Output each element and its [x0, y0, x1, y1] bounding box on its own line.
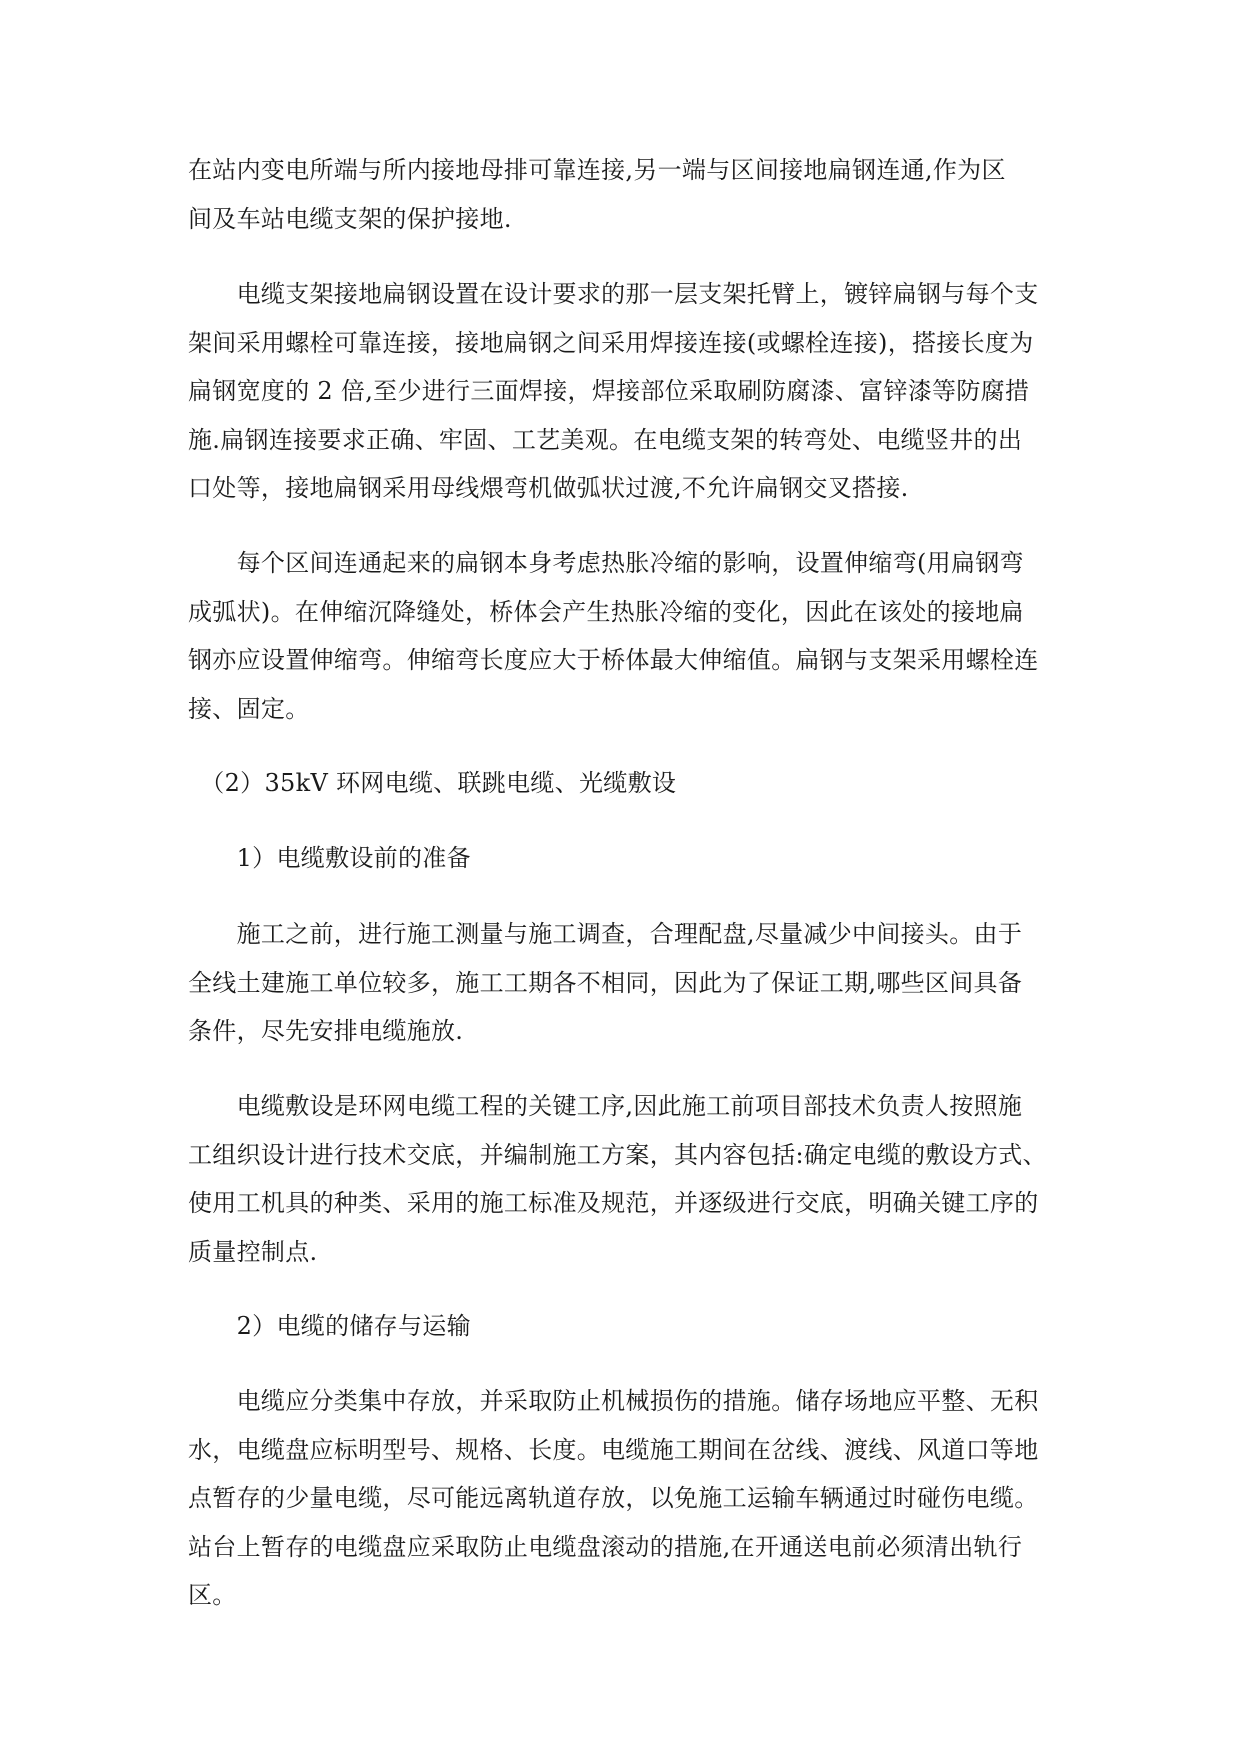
text-line: 每个区间连通起来的扁钢本身考虑热胀冷缩的影响，设置伸缩弯(用扁钢弯 — [188, 549, 1024, 577]
text-line: 间及车站电缆支架的保护接地. — [188, 204, 512, 233]
text-line: 使用工机具的种类、采用的施工标准及规范，并逐级进行交底，明确关键工序的 — [188, 1189, 1039, 1217]
text-line: 2）电缆的储存与运输 — [188, 1312, 471, 1340]
text-line: （2）35kV 环网电缆、联跳电缆、光缆敷设 — [188, 769, 677, 797]
paragraph-grounding-connection — [188, 146, 1068, 243]
text-line: 架间采用螺栓可靠连接，接地扁钢之间采用焊接连接(或螺栓连接)，搭接长度为 — [188, 328, 1034, 357]
text-line: 电缆敷设是环网电缆工程的关键工序,因此施工前项目部技术负责人按照施 — [188, 1092, 1023, 1120]
text-line: 扁钢宽度的 2 倍,至少进行三面焊接，焊接部位采取刷防腐漆、富锌漆等防腐措 — [188, 377, 1030, 405]
text-line: 施工之前，进行施工测量与施工调查，合理配盘,尽量减少中间接头。由于 — [188, 920, 1023, 948]
paragraph-bracket-grounding — [188, 270, 1068, 513]
subsection-heading-storage — [188, 1302, 1068, 1351]
text-line: 水，电缆盘应标明型号、规格、长度。电缆施工期间在岔线、渡线、风道口等地 — [188, 1435, 1039, 1464]
text-line: 条件，尽先安排电缆施放. — [188, 1017, 464, 1045]
text-line: 1）电缆敷设前的准备 — [188, 844, 471, 872]
paragraph-expansion-bend — [188, 539, 1068, 733]
text-line: 站台上暂存的电缆盘应采取防止电缆盘滚动的措施,在开通送电前必须清出轨行 — [188, 1532, 1023, 1561]
text-line: 成弧状)。在伸缩沉降缝处，桥体会产生热胀冷缩的变化，因此在该处的接地扁 — [188, 597, 1024, 626]
text-line: 点暂存的少量电缆，尽可能远离轨道存放，以免施工运输车辆通过时碰伤电缆。 — [188, 1484, 1039, 1512]
text-line: 施.扁钢连接要求正确、牢固、工艺美观。在电缆支架的转弯处、电缆竖井的出 — [188, 425, 1023, 454]
text-line: 接、固定。 — [188, 694, 310, 723]
text-line: 区。 — [188, 1581, 237, 1609]
text-line: 钢亦应设置伸缩弯。伸缩弯长度应大于桥体最大伸缩值。扁钢与支架采用螺栓连 — [188, 646, 1039, 674]
text-line: 电缆应分类集中存放，并采取防止机械损伤的措施。储存场地应平整、无积 — [188, 1387, 1039, 1415]
text-line: 全线土建施工单位较多，施工工期各不相同，因此为了保证工期,哪些区间具备 — [188, 968, 1023, 997]
paragraph-cable-storage — [188, 1377, 1068, 1620]
section-heading-cable-laying — [188, 759, 1068, 808]
text-line: 工组织设计进行技术交底，并编制施工方案，其内容包括:确定电缆的敷设方式、 — [188, 1140, 1047, 1169]
text-line: 电缆支架接地扁钢设置在设计要求的那一层支架托臂上，镀锌扁钢与每个支 — [188, 280, 1039, 308]
paragraph-construction-survey — [188, 910, 1068, 1056]
paragraph-technical-briefing — [188, 1082, 1068, 1276]
text-line: 质量控制点. — [188, 1237, 318, 1266]
text-line: 口处等，接地扁钢采用母线煨弯机做弧状过渡,不允许扁钢交叉搭接. — [188, 474, 909, 502]
subsection-heading-preparation — [188, 834, 1068, 883]
text-line: 在站内变电所端与所内接地母排可靠连接,另一端与区间接地扁钢连通,作为区 — [188, 156, 1006, 184]
